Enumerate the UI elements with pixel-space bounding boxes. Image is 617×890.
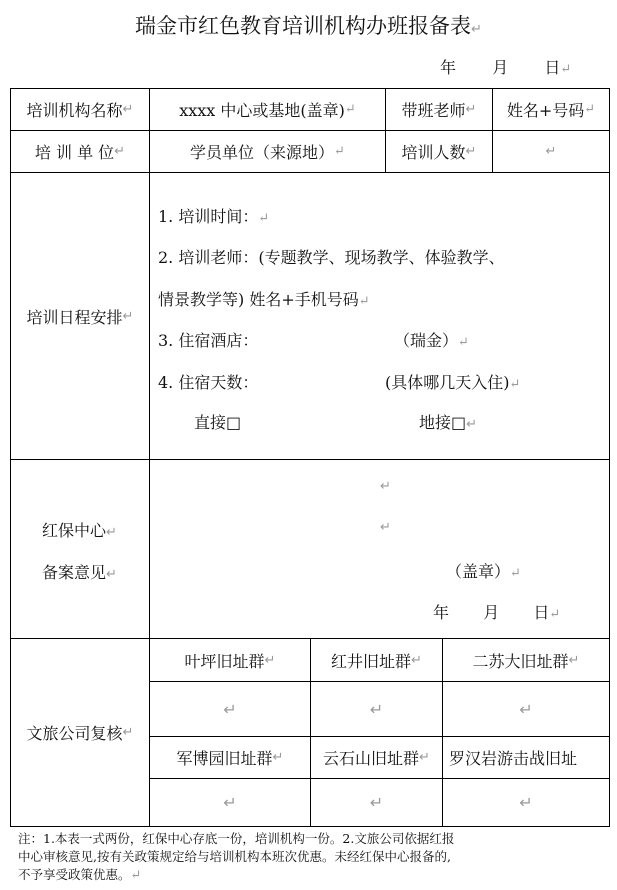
form-date: 年 月 日↵ <box>440 58 572 77</box>
date-day: 日 <box>544 58 561 77</box>
site-luohanyan-check[interactable]: ↵ <box>519 793 533 812</box>
footnote-line-1: 注：1.本表一式两份，红保中心存底一份，培训机构一份。2.文旅公司依据红报 <box>18 831 455 846</box>
approval-label-line1: 红保中心↵ <box>42 521 117 540</box>
schedule-hotel-line[interactable]: 3. 住宿酒店： <box>158 331 259 350</box>
site-luohanyan: 罗汉岩游击战旧址 <box>449 749 578 768</box>
approval-seal: （盖章）↵ <box>446 562 521 581</box>
direct-checkbox[interactable]: □ <box>226 413 242 432</box>
org-name-value[interactable]: xxxx 中心或基地(盖章) ↵ <box>179 101 356 120</box>
schedule-teacher-line[interactable]: 2. 培训老师：(专题教学、现场教学、体验教学、 <box>158 248 505 267</box>
site-junboyuan: 军博园旧址群 ↵ <box>176 749 284 768</box>
schedule-days-line[interactable]: 4. 住宿天数： <box>158 373 259 392</box>
site-ersuda-check[interactable]: ↵ <box>519 699 533 719</box>
teacher-value[interactable]: 姓名+号码 ↵ <box>506 101 596 120</box>
date-month: 月 <box>492 58 509 77</box>
trainee-count-label: 培训人数 ↵ <box>401 143 477 162</box>
return-mark: ↵ <box>471 22 482 37</box>
schedule-time-line[interactable]: 1. 培训时间：↵ <box>158 207 270 226</box>
footnote-line-3: 不予享受政策优惠。↵ <box>18 867 142 883</box>
site-junboyuan-check[interactable]: ↵ <box>223 793 237 812</box>
date-year: 年 <box>440 58 457 77</box>
training-unit-label: 培 训 单 位 ↵ <box>34 143 126 162</box>
option-ground[interactable]: 地接□↵ <box>419 413 478 432</box>
schedule-label: 培训日程安排 ↵ <box>26 307 134 327</box>
teacher-label: 带班老师 ↵ <box>401 101 477 120</box>
review-label: 文旅公司复核 ↵ <box>26 724 134 743</box>
approval-label-line2: 备案意见↵ <box>42 563 117 582</box>
org-name-label: 培训机构名称 ↵ <box>26 101 134 120</box>
training-unit-value[interactable]: 学员单位（来源地） ↵ <box>190 143 345 162</box>
trainee-count-value[interactable]: ↵ <box>545 144 557 159</box>
approval-blank-2: ↵ <box>380 520 391 535</box>
form-title-text: 瑞金市红色教育培训机构办班报备表 <box>135 14 472 38</box>
site-yunshishan: 云石山旧址群 ↵ <box>323 749 430 768</box>
ground-checkbox[interactable]: □ <box>451 413 467 432</box>
site-yeping: 叶坪旧址群 ↵ <box>184 651 276 671</box>
site-ersuda: 二苏大旧址群 ↵ <box>472 651 580 671</box>
schedule-teacher-line-cont[interactable]: 情景教学等) 姓名+手机号码↵ <box>158 290 370 309</box>
site-yunshishan-check[interactable]: ↵ <box>369 793 384 812</box>
schedule-days-value: (具体哪几天入住)↵ <box>385 373 521 392</box>
option-direct[interactable]: 直接□ <box>194 413 242 432</box>
site-hongjing: 红井旧址群 ↵ <box>331 651 422 671</box>
footnote-line-2: 中心审核意见,按有关政策规定给与培训机构本班次优惠。未经红保中心报备的, <box>18 849 451 864</box>
schedule-hotel-value: （瑞金）↵ <box>394 331 469 350</box>
approval-blank-1: ↵ <box>380 479 391 494</box>
footnote <box>18 830 454 885</box>
approval-date: 年 月 日↵ <box>433 603 561 622</box>
site-yeping-check[interactable]: ↵ <box>223 699 237 719</box>
site-hongjing-check[interactable]: ↵ <box>369 699 384 719</box>
